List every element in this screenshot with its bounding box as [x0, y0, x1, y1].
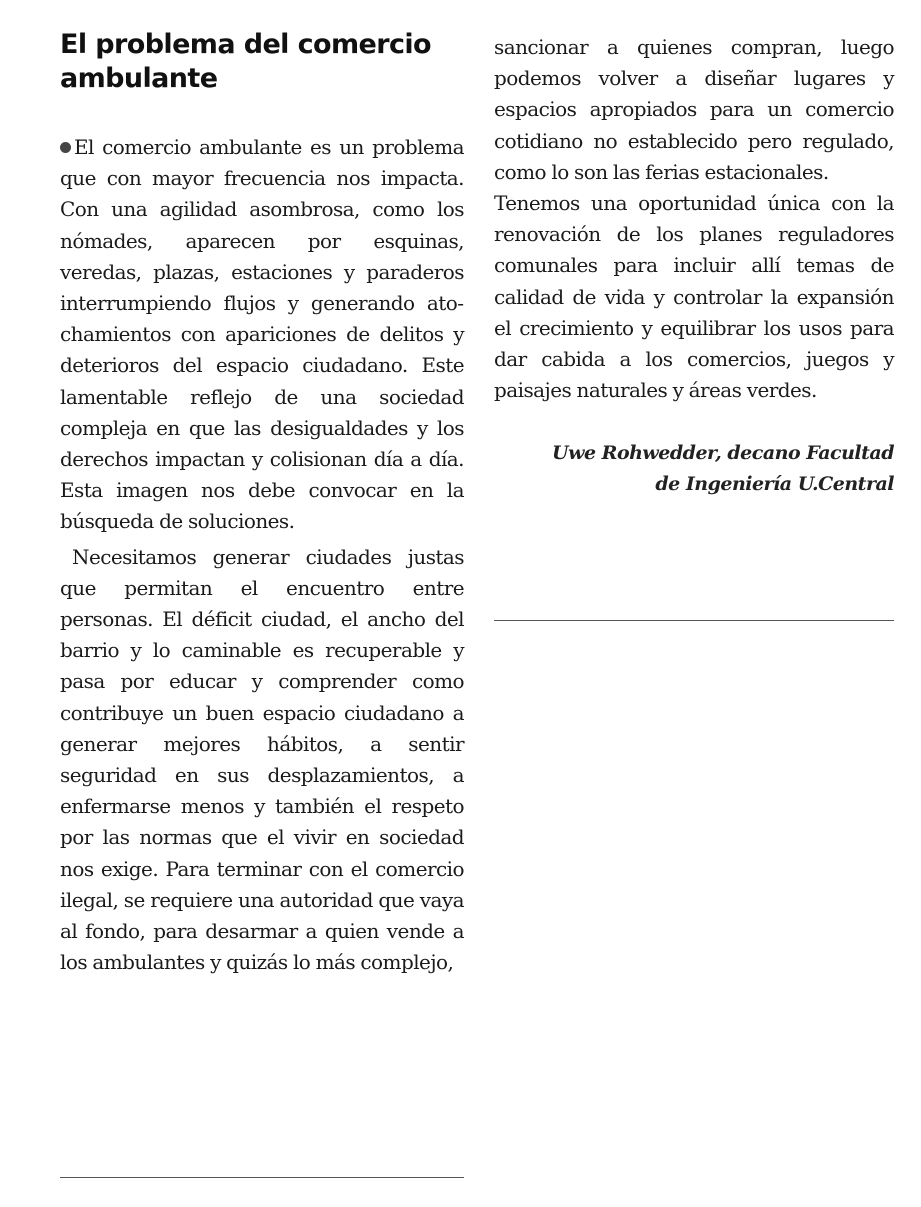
byline-line-2: de Ingeniería U.Central — [655, 473, 894, 496]
byline-line-1: Uwe Rohwedder, decano Facultad — [552, 442, 894, 465]
bullet-icon — [60, 142, 71, 153]
paragraph-3: Tenemos una oportunidad única con la renovación de los planes reguladores comunales para incluir allí temas de calidad de vida y controlar la expansión el crecimiento y equilibrar los usos para dar cabida a los comercios, juegos y paisajes naturales y áreas verdes. — [494, 191, 894, 403]
paragraph-1-text: El comercio ambulante es un problema que con mayor frecuencia nos impacta. Con una agilidad asombrosa, como los nómades, aparecen por esquinas, veredas, plazas, estaciones y paraderos interrumpiendo flujos y generando atochamientos con apariciones de delitos y deterioros del espacio ciudadano. Este lamentable reflejo de una sociedad compleja en que las desigualdades y los derechos impactan y colisionan día a día. Esta imagen nos debe convocar en la búsqueda de soluciones. — [60, 135, 464, 534]
right-column-divider — [494, 620, 894, 621]
article-headline: El problema del comercio ambulante — [60, 29, 431, 94]
paragraph-1 — [60, 132, 464, 538]
paragraph-2-continued: sancionar a quienes compran, luego podemos volver a diseñar lugares y espacios apropiados para un comercio cotidiano no establecido pero regulado, como lo son las ferias estacionales. — [494, 35, 894, 184]
author-byline — [494, 438, 894, 500]
left-column — [60, 28, 464, 978]
left-column-divider — [60, 1177, 464, 1178]
paragraph-2: Necesitamos generar ciudades justas que permitan el encuentro entre personas. El déficit ciudad, el ancho del barrio y lo caminable es recuperable y pasa por educar y comprender como contribuye un buen espacio ciudadano a generar mejores hábitos, a sentir seguridad en sus desplazamientos, a enfermarse menos y también el respeto por las normas que el vivir en sociedad nos exige. Para terminar con el comercio ilegal, se requiere una autoridad que vaya al fondo, para desarmar a quien vende a los ambulantes y quizás lo más complejo, — [60, 544, 464, 975]
right-column — [494, 32, 894, 500]
